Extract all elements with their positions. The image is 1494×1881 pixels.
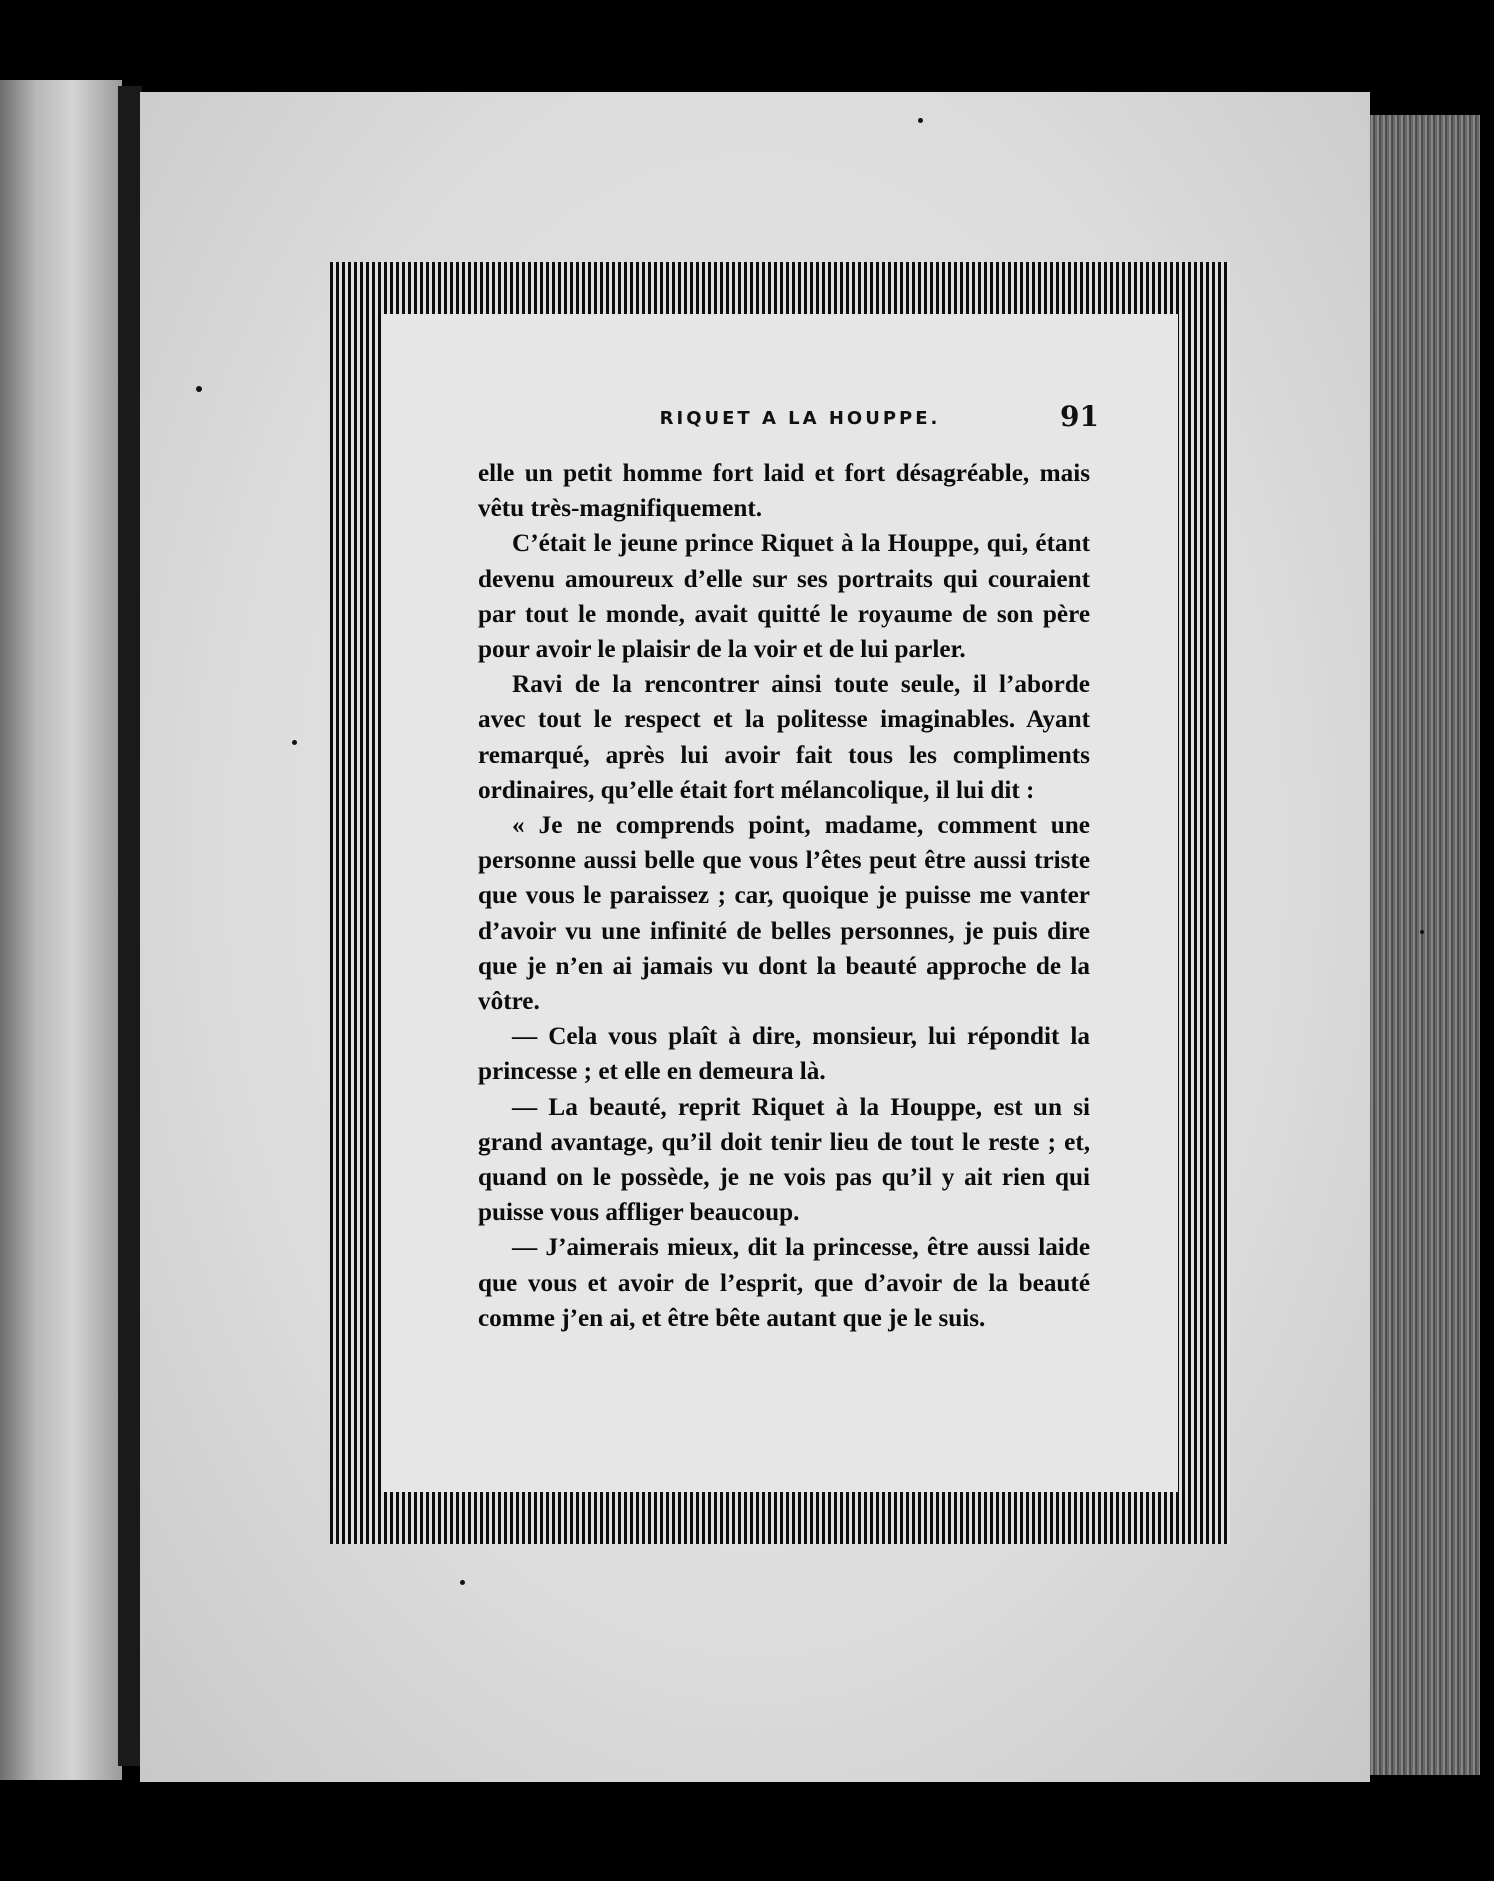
paragraph: — La beauté, reprit Riquet à la Houppe, est un si grand avantage, qu’il doit tenir lieu de tout le reste ; et, quand on le possède, je ne vois pas qu’il y ait rien qui puisse vous affliger beaucoup. — [478, 1093, 1090, 1227]
paragraph: elle un petit homme fort laid et fort désagréable, mais vêtu très-magnifiquement. — [478, 460, 1090, 523]
body-text — [478, 456, 1090, 1336]
paragraph: C’était le jeune prince Riquet à la Houppe, qui, étant devenu amoureux d’elle sur ses portraits qui couraient par tout le monde, avait quitté le royaume de son père pour avoir le plaisir de la voir et de lui parler. — [478, 530, 1090, 664]
ink-speck — [1420, 930, 1424, 934]
ink-speck — [460, 1580, 465, 1585]
ink-speck — [292, 740, 297, 745]
paragraph: « Je ne comprends point, madame, comment une personne aussi belle que vous l’êtes peut être aussi triste que vous le paraissez ; car, quoique je puisse me vanter d’avoir vu une infinité de belles personnes, je puis dire que je n’en ai jamais vu dont la beauté approche de la vôtre. — [478, 812, 1090, 1016]
facing-page-edge — [0, 80, 122, 1780]
ink-speck — [918, 118, 923, 123]
page-number: 91 — [1060, 400, 1099, 433]
paragraph: — J’aimerais mieux, dit la princesse, être aussi laide que vous et avoir de l’esprit, que d’avoir de la beauté comme j’en ai, et être bête autant que je le suis. — [478, 1234, 1090, 1332]
running-title: RIQUET A LA HOUPPE. — [659, 408, 941, 429]
page-stack-edges — [1370, 115, 1480, 1775]
ink-speck — [196, 386, 202, 392]
paragraph: Ravi de la rencontrer ainsi toute seule, il l’aborde avec tout le respect et la politesse imaginables. Ayant remarqué, après lui avoir fait tous les compliments ordinaires, qu’elle était fort mélancolique, il lui dit : — [478, 671, 1090, 804]
book-gutter — [118, 86, 142, 1766]
paragraph: — Cela vous plaît à dire, monsieur, lui répondit la princesse ; et elle en demeura là. — [478, 1023, 1090, 1086]
